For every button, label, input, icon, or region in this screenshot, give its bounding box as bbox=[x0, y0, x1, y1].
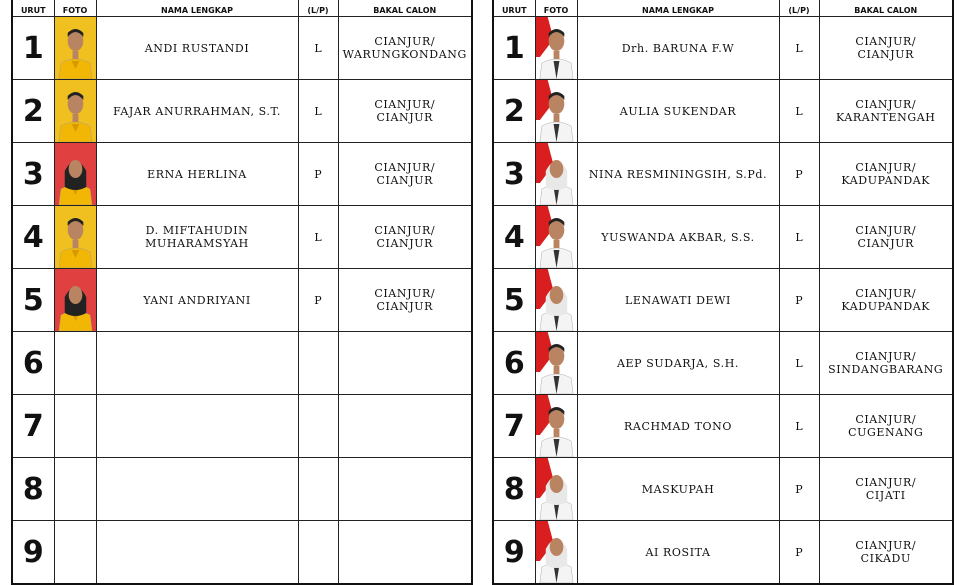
candidate-dapil bbox=[338, 206, 472, 269]
header-gender: (L/P) bbox=[779, 0, 819, 17]
candidate-gender: L bbox=[298, 17, 338, 80]
candidate-gender: L bbox=[779, 80, 819, 143]
header-gender: (L/P) bbox=[298, 0, 338, 17]
candidate-photo bbox=[535, 395, 577, 458]
dapil-line-1: CIANJUR/ bbox=[374, 98, 436, 111]
candidate-row bbox=[493, 332, 953, 395]
candidate-name: YUSWANDA AKBAR, S.S. bbox=[577, 206, 779, 269]
candidate-row bbox=[493, 521, 953, 585]
candidate-dapil bbox=[819, 143, 953, 206]
candidate-gender: P bbox=[298, 269, 338, 332]
candidate-name: AEP SUDARJA, S.H. bbox=[577, 332, 779, 395]
dapil-line-2: WARUNGKONDANG bbox=[342, 48, 467, 61]
candidate-number: 1 bbox=[12, 17, 54, 80]
candidate-row bbox=[493, 269, 953, 332]
candidate-row bbox=[12, 80, 472, 143]
header-urut: URUT bbox=[12, 0, 54, 17]
dapil-line-1: CIANJUR/ bbox=[374, 287, 436, 300]
header-foto: FOTO bbox=[535, 0, 577, 17]
candidate-photo bbox=[535, 269, 577, 332]
candidate-dapil bbox=[338, 143, 472, 206]
candidate-gender bbox=[298, 395, 338, 458]
candidate-name: ANDI RUSTANDI bbox=[96, 17, 298, 80]
candidate-dapil bbox=[338, 17, 472, 80]
candidate-number: 5 bbox=[12, 269, 54, 332]
candidate-name: YANI ANDRIYANI bbox=[96, 269, 298, 332]
candidate-photo bbox=[535, 80, 577, 143]
candidate-gender bbox=[298, 521, 338, 585]
candidate-number: 7 bbox=[493, 395, 535, 458]
portrait-image bbox=[55, 80, 96, 142]
candidate-dapil bbox=[819, 80, 953, 143]
candidate-photo bbox=[54, 206, 96, 269]
candidate-number: 9 bbox=[493, 521, 535, 585]
candidate-name: MASKUPAH bbox=[577, 458, 779, 521]
candidate-number: 4 bbox=[12, 206, 54, 269]
candidate-name bbox=[96, 395, 298, 458]
candidate-photo bbox=[54, 143, 96, 206]
candidate-gender: P bbox=[779, 269, 819, 332]
candidate-gender: P bbox=[779, 458, 819, 521]
candidate-photo bbox=[535, 143, 577, 206]
header-nama: NAMA LENGKAP bbox=[577, 0, 779, 17]
dapil-line-1: CIANJUR/ bbox=[855, 476, 917, 489]
candidate-gender: L bbox=[779, 395, 819, 458]
candidate-row bbox=[493, 143, 953, 206]
candidate-name: RACHMAD TONO bbox=[577, 395, 779, 458]
candidate-number: 8 bbox=[493, 458, 535, 521]
header-dapil: BAKAL CALON bbox=[338, 0, 472, 17]
candidate-name: NINA RESMININGSIH, S.Pd. bbox=[577, 143, 779, 206]
candidate-row bbox=[12, 458, 472, 521]
dapil-line-1: CIANJUR/ bbox=[374, 224, 436, 237]
dapil-line-1: CIANJUR/ bbox=[855, 35, 917, 48]
portrait-image bbox=[536, 206, 577, 268]
candidate-dapil bbox=[819, 269, 953, 332]
portrait-image bbox=[55, 143, 96, 205]
candidate-photo bbox=[54, 521, 96, 585]
candidate-gender: L bbox=[779, 332, 819, 395]
candidate-row bbox=[12, 206, 472, 269]
header-urut: URUT bbox=[493, 0, 535, 17]
candidate-row bbox=[12, 521, 472, 585]
candidate-row bbox=[12, 143, 472, 206]
candidate-photo bbox=[54, 395, 96, 458]
portrait-image bbox=[55, 269, 96, 331]
candidate-photo bbox=[535, 521, 577, 585]
candidate-photo bbox=[54, 332, 96, 395]
portrait-image bbox=[536, 143, 577, 205]
candidate-number: 8 bbox=[12, 458, 54, 521]
candidate-dapil bbox=[819, 458, 953, 521]
candidate-name: LENAWATI DEWI bbox=[577, 269, 779, 332]
dapil-line-2: CIANJUR bbox=[376, 174, 433, 187]
candidate-photo bbox=[535, 206, 577, 269]
candidate-gender: L bbox=[779, 17, 819, 80]
candidate-number: 3 bbox=[12, 143, 54, 206]
candidate-dapil bbox=[338, 80, 472, 143]
dapil-line-2: CIANJUR bbox=[376, 111, 433, 124]
candidate-row bbox=[493, 17, 953, 80]
dapil-line-2: CIANJUR bbox=[376, 237, 433, 250]
candidate-photo bbox=[54, 80, 96, 143]
candidate-gender: L bbox=[298, 80, 338, 143]
candidate-name: FAJAR ANURRAHMAN, S.T. bbox=[96, 80, 298, 143]
candidate-dapil bbox=[338, 332, 472, 395]
portrait-image bbox=[536, 395, 577, 457]
dapil-line-1: CIANJUR/ bbox=[855, 413, 917, 426]
candidate-gender: P bbox=[298, 143, 338, 206]
header-row bbox=[12, 0, 472, 17]
portrait-image bbox=[536, 521, 577, 583]
candidate-dapil bbox=[338, 269, 472, 332]
portrait-image bbox=[536, 80, 577, 142]
candidate-number: 6 bbox=[12, 332, 54, 395]
candidate-gender: L bbox=[779, 206, 819, 269]
candidate-number: 3 bbox=[493, 143, 535, 206]
candidate-dapil bbox=[819, 521, 953, 585]
candidate-photo bbox=[54, 458, 96, 521]
candidate-dapil bbox=[338, 521, 472, 585]
dapil-line-2: CIANJUR bbox=[857, 48, 914, 61]
dapil-line-2: KADUPANDAK bbox=[841, 300, 931, 313]
candidate-row bbox=[12, 332, 472, 395]
dapil-line-2: KADUPANDAK bbox=[841, 174, 931, 187]
candidate-row bbox=[493, 206, 953, 269]
candidate-name: D. MIFTAHUDIN MUHARAMSYAH bbox=[96, 206, 298, 269]
candidate-row bbox=[493, 458, 953, 521]
candidate-number: 5 bbox=[493, 269, 535, 332]
header-dapil: BAKAL CALON bbox=[819, 0, 953, 17]
candidate-table-left bbox=[11, 0, 473, 585]
candidate-name bbox=[96, 332, 298, 395]
candidate-name: AULIA SUKENDAR bbox=[577, 80, 779, 143]
header-row bbox=[493, 0, 953, 17]
candidate-photo bbox=[535, 17, 577, 80]
dapil-line-2: SINDANGBARANG bbox=[828, 363, 944, 376]
candidate-dapil bbox=[338, 458, 472, 521]
candidate-name bbox=[96, 521, 298, 585]
dapil-line-1: CIANJUR/ bbox=[855, 98, 917, 111]
dapil-line-2: KARANTENGAH bbox=[836, 111, 936, 124]
candidate-number: 2 bbox=[12, 80, 54, 143]
candidate-name: ERNA HERLINA bbox=[96, 143, 298, 206]
portrait-image bbox=[55, 17, 96, 79]
dapil-line-1: CIANJUR/ bbox=[374, 35, 436, 48]
dapil-line-1: CIANJUR/ bbox=[855, 539, 917, 552]
candidate-number: 2 bbox=[493, 80, 535, 143]
portrait-image bbox=[536, 269, 577, 331]
dapil-line-1: CIANJUR/ bbox=[855, 161, 917, 174]
candidate-dapil bbox=[819, 206, 953, 269]
candidate-name: Drh. BARUNA F.W bbox=[577, 17, 779, 80]
candidate-number: 4 bbox=[493, 206, 535, 269]
candidate-photo bbox=[54, 17, 96, 80]
candidate-row bbox=[12, 269, 472, 332]
portrait-image bbox=[536, 458, 577, 520]
candidate-row bbox=[493, 80, 953, 143]
header-foto: FOTO bbox=[54, 0, 96, 17]
dapil-line-1: CIANJUR/ bbox=[855, 224, 917, 237]
dapil-line-1: CIANJUR/ bbox=[374, 161, 436, 174]
candidate-row bbox=[493, 395, 953, 458]
candidate-gender bbox=[298, 458, 338, 521]
candidate-gender: P bbox=[779, 521, 819, 585]
candidate-dapil bbox=[819, 395, 953, 458]
candidate-photo bbox=[54, 269, 96, 332]
candidate-dapil bbox=[338, 395, 472, 458]
dapil-line-2: CUGENANG bbox=[848, 426, 924, 439]
candidate-dapil bbox=[819, 332, 953, 395]
candidate-number: 1 bbox=[493, 17, 535, 80]
candidate-name: AI ROSITA bbox=[577, 521, 779, 585]
candidate-gender bbox=[298, 332, 338, 395]
candidate-table-right bbox=[492, 0, 954, 585]
portrait-image bbox=[55, 206, 96, 268]
portrait-image bbox=[536, 332, 577, 394]
dapil-line-1: CIANJUR/ bbox=[855, 287, 917, 300]
dapil-line-1: CIANJUR/ bbox=[855, 350, 917, 363]
candidate-photo bbox=[535, 458, 577, 521]
candidate-photo bbox=[535, 332, 577, 395]
candidate-number: 7 bbox=[12, 395, 54, 458]
candidate-gender: L bbox=[298, 206, 338, 269]
portrait-image bbox=[536, 17, 577, 79]
dapil-line-2: CIANJUR bbox=[857, 237, 914, 250]
dapil-line-2: CIJATI bbox=[865, 489, 906, 502]
candidate-name bbox=[96, 458, 298, 521]
candidate-number: 6 bbox=[493, 332, 535, 395]
candidate-gender: P bbox=[779, 143, 819, 206]
candidate-row bbox=[12, 17, 472, 80]
dapil-line-2: CIKADU bbox=[860, 552, 911, 565]
candidate-number: 9 bbox=[12, 521, 54, 585]
candidate-dapil bbox=[819, 17, 953, 80]
header-nama: NAMA LENGKAP bbox=[96, 0, 298, 17]
candidate-row bbox=[12, 395, 472, 458]
dapil-line-2: CIANJUR bbox=[376, 300, 433, 313]
